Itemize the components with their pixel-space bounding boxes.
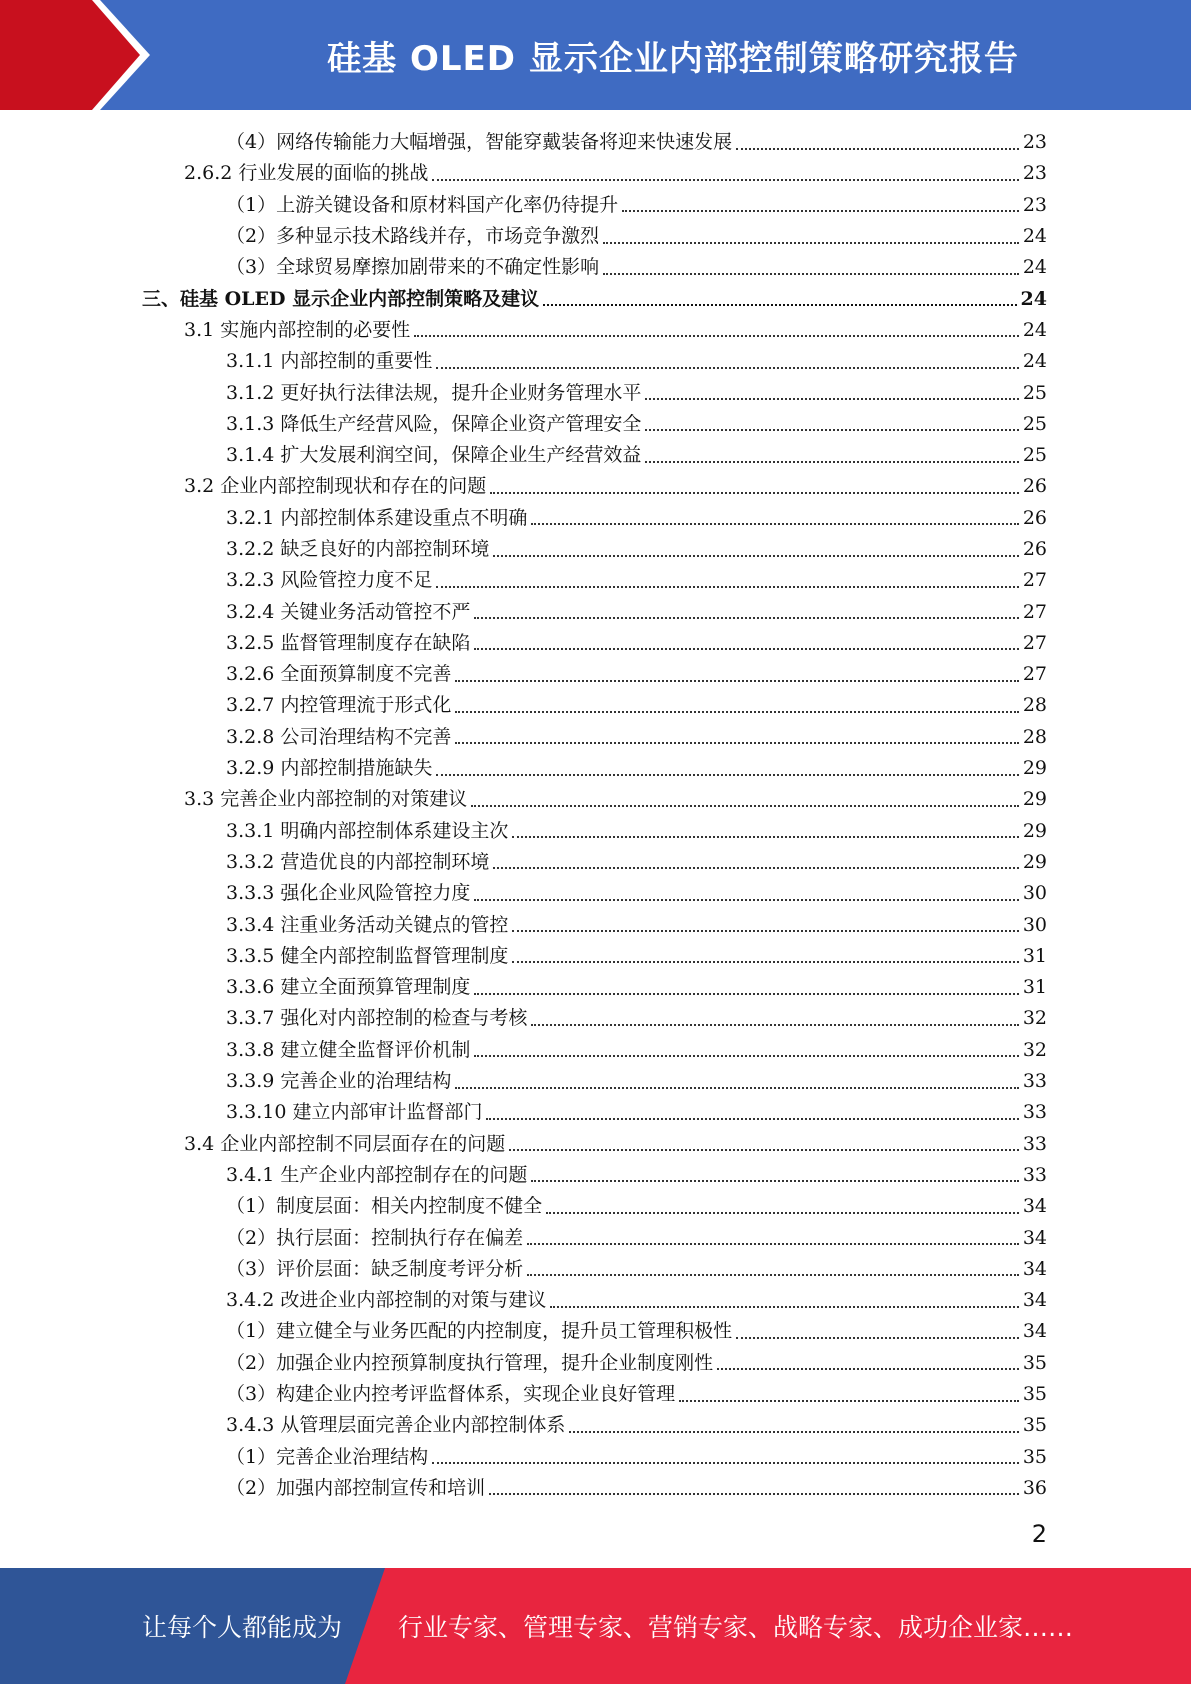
toc-entry[interactable] [0,158,1191,189]
toc-entry[interactable] [0,1379,1191,1410]
toc-entry[interactable] [0,1473,1191,1504]
toc-dot-leader [474,617,1018,619]
toc-entry-label: （2）执行层面：控制执行存在偏差 [226,1226,524,1249]
toc-entry-page: 32 [1022,1007,1047,1030]
toc-entry-label: （1）上游关键设备和原材料国产化率仍待提升 [226,193,619,216]
toc-entry-page: 23 [1022,162,1047,185]
toc-entry-label: 3.2 企业内部控制现状和存在的问题 [184,475,487,498]
toc-entry-label: 3.2.6 全面预算制度不完善 [226,663,452,686]
toc-dot-leader [543,304,1016,306]
toc-entry-page: 25 [1022,444,1047,467]
toc-entry-label: 2.6.2 行业发展的面临的挑战 [184,162,429,185]
toc-dot-leader [550,1306,1018,1308]
toc-entry-page: 35 [1022,1445,1047,1468]
toc-entry-label: 3.4.2 改进企业内部控制的对策与建议 [226,1289,547,1312]
toc-entry-page: 34 [1022,1195,1047,1218]
toc-entry[interactable] [0,628,1191,659]
toc-entry-label: （3）构建企业内控考评监督体系，实现企业良好管理 [226,1383,676,1406]
toc-entry-page: 35 [1022,1383,1047,1406]
toc-entry-page: 30 [1022,882,1047,905]
toc-dot-leader [736,1337,1019,1339]
toc-entry-page: 33 [1022,1163,1047,1186]
toc-entry-page: 35 [1022,1414,1047,1437]
toc-entry-label: 3.4.1 生产企业内部控制存在的问题 [226,1163,528,1186]
toc-entry-label: 3.2.3 风险管控力度不足 [226,569,433,592]
toc-dot-leader [531,1024,1018,1026]
toc-entry[interactable] [0,503,1191,534]
toc-entry-page: 24 [1022,256,1047,279]
toc-dot-leader [455,680,1018,682]
toc-entry-page: 29 [1022,850,1047,873]
header-red-chevron [0,0,150,110]
toc-entry-page: 23 [1022,193,1047,216]
toc-entry-page: 27 [1022,663,1047,686]
toc-entry[interactable] [0,909,1191,940]
toc-entry-page: 26 [1022,475,1047,498]
toc-dot-leader [622,210,1019,212]
toc-entry-page: 28 [1022,694,1047,717]
toc-dot-leader [490,492,1019,494]
toc-entry[interactable] [0,1348,1191,1379]
toc-entry[interactable] [0,315,1191,346]
toc-dot-leader [474,899,1018,901]
toc-entry-label: 3.3.6 建立全面预算管理制度 [226,976,471,999]
toc-entry[interactable] [0,190,1191,221]
toc-entry-page: 25 [1022,412,1047,435]
toc-entry-label: 3.2.5 监督管理制度存在缺陷 [226,631,471,654]
toc-dot-leader [603,273,1019,275]
toc-dot-leader [546,1212,1019,1214]
toc-entry[interactable] [0,1035,1191,1066]
toc-entry-label: 3.2.4 关键业务活动管控不严 [226,600,471,623]
toc-entry[interactable] [0,753,1191,784]
toc-entry[interactable] [0,690,1191,721]
toc-dot-leader [414,335,1019,337]
toc-entry[interactable] [0,659,1191,690]
toc-entry[interactable] [0,1160,1191,1191]
toc-entry-page: 25 [1022,381,1047,404]
toc-entry-page: 31 [1022,976,1047,999]
toc-dot-leader [474,1055,1018,1057]
toc-entry-label: 3.2.9 内部控制措施缺失 [226,757,433,780]
footer-slogan-right: 行业专家、管理专家、营销专家、战略专家、成功企业家…… [398,1613,1074,1642]
toc-entry[interactable] [0,722,1191,753]
toc-entry[interactable] [0,1316,1191,1347]
toc-entry-page: 29 [1022,819,1047,842]
toc-entry[interactable] [0,346,1191,377]
toc-dot-leader [531,1180,1018,1182]
toc-entry[interactable] [0,784,1191,815]
toc-entry[interactable] [0,972,1191,1003]
toc-entry[interactable] [0,1129,1191,1160]
toc-entry-page: 34 [1022,1320,1047,1343]
toc-entry[interactable] [0,221,1191,252]
toc-entry-label: 3.3.2 营造优良的内部控制环境 [226,850,490,873]
toc-entry[interactable] [0,471,1191,502]
toc-dot-leader [474,993,1018,995]
toc-entry-page: 26 [1022,506,1047,529]
toc-dot-leader [436,367,1018,369]
toc-entry-page: 35 [1022,1351,1047,1374]
toc-entry-page: 29 [1022,788,1047,811]
toc-entry-page: 27 [1022,569,1047,592]
toc-entry-label: 3.3 完善企业内部控制的对策建议 [184,788,468,811]
toc-entry-page: 36 [1022,1476,1047,1499]
toc-entry-label: 3.3.5 健全内部控制监督管理制度 [226,944,509,967]
toc-entry[interactable] [0,283,1191,314]
toc-entry-label: 3.3.7 强化对内部控制的检查与考核 [226,1007,528,1030]
toc-entry-page: 34 [1022,1226,1047,1249]
toc-dot-leader [569,1431,1018,1433]
toc-entry-page: 27 [1022,600,1047,623]
toc-dot-leader [527,1274,1019,1276]
toc-entry-page: 24 [1020,287,1047,310]
toc-entry[interactable] [0,440,1191,471]
toc-entry-page: 23 [1022,131,1047,154]
footer-banner [0,1568,1191,1684]
toc-entry[interactable] [0,1191,1191,1222]
toc-entry-label: （1）制度层面：相关内控制度不健全 [226,1195,543,1218]
toc-entry-label: 3.2.1 内部控制体系建设重点不明确 [226,506,528,529]
toc-dot-leader [736,148,1019,150]
toc-dot-leader [509,1149,1019,1151]
toc-dot-leader [493,555,1018,557]
toc-entry-label: 3.4.3 从管理层面完善企业内部控制体系 [226,1414,566,1437]
toc-entry-page: 30 [1022,913,1047,936]
toc-entry[interactable] [0,377,1191,408]
toc-entry-label: 3.3.8 建立健全监督评价机制 [226,1038,471,1061]
toc-dot-leader [493,867,1018,869]
toc-entry-label: 3.1.4 扩大发展利润空间，保障企业生产经营效益 [226,444,642,467]
table-of-contents [0,127,1191,1504]
footer-slogan-left: 让每个人都能成为 [142,1613,343,1642]
toc-entry[interactable] [0,1066,1191,1097]
toc-entry[interactable] [0,565,1191,596]
toc-entry-page: 34 [1022,1289,1047,1312]
toc-entry-label: 3.2.8 公司治理结构不完善 [226,725,452,748]
toc-dot-leader [603,242,1019,244]
toc-entry-label: （2）加强内部控制宣传和培训 [226,1476,486,1499]
toc-entry-page: 24 [1022,350,1047,373]
toc-entry-label: 3.3.9 完善企业的治理结构 [226,1070,452,1093]
toc-entry[interactable] [0,816,1191,847]
toc-entry[interactable] [0,534,1191,565]
toc-dot-leader [436,774,1018,776]
toc-entry-label: （2）加强企业内控预算制度执行管理，提升企业制度刚性 [226,1351,714,1374]
toc-dot-leader [436,586,1018,588]
toc-entry[interactable] [0,1222,1191,1253]
toc-entry-label: 3.2.2 缺乏良好的内部控制环境 [226,538,490,560]
toc-entry-label: （2）多种显示技术路线并存，市场竞争激烈 [226,225,600,248]
toc-entry-page: 34 [1022,1257,1047,1280]
toc-entry-label: 3.1.1 内部控制的重要性 [226,350,433,373]
toc-dot-leader [717,1368,1019,1370]
toc-entry-label: 3.1 实施内部控制的必要性 [184,318,411,341]
toc-entry-label: 3.2.7 内控管理流于形式化 [226,694,452,717]
toc-entry-label: （4）网络传输能力大幅增强，智能穿戴装备将迎来快速发展 [226,131,733,154]
toc-dot-leader [645,398,1018,400]
toc-entry-page: 26 [1022,538,1047,560]
toc-dot-leader [512,836,1018,838]
toc-entry[interactable] [0,1285,1191,1316]
toc-entry[interactable] [0,596,1191,627]
toc-entry-label: 3.3.1 明确内部控制体系建设主次 [226,819,509,842]
toc-dot-leader [486,1118,1018,1120]
toc-entry-page: 31 [1022,944,1047,967]
toc-entry-page: 29 [1022,757,1047,780]
toc-dot-leader [531,523,1018,525]
toc-entry-page: 24 [1022,318,1047,341]
toc-entry-label: （1）完善企业治理结构 [226,1445,429,1468]
toc-entry[interactable] [0,409,1191,440]
toc-entry[interactable] [0,847,1191,878]
toc-dot-leader [474,648,1018,650]
toc-entry[interactable] [0,1097,1191,1128]
toc-entry-label: 3.1.3 降低生产经营风险，保障企业资产管理安全 [226,412,642,435]
toc-dot-leader [432,179,1018,181]
toc-entry-label: 3.3.4 注重业务活动关键点的管控 [226,913,509,936]
toc-entry-label: （3）全球贸易摩擦加剧带来的不确定性影响 [226,256,600,279]
toc-dot-leader [432,1462,1019,1464]
toc-entry-page: 28 [1022,725,1047,748]
toc-entry-page: 33 [1022,1132,1047,1155]
toc-dot-leader [512,961,1018,963]
toc-entry-label: 3.4 企业内部控制不同层面存在的问题 [184,1132,506,1155]
toc-dot-leader [512,930,1018,932]
toc-dot-leader [679,1400,1019,1402]
toc-entry[interactable] [0,878,1191,909]
toc-entry[interactable] [0,127,1191,158]
toc-entry[interactable] [0,1441,1191,1472]
toc-entry-label: 三、硅基 OLED 显示企业内部控制策略及建议 [142,287,540,310]
toc-entry[interactable] [0,1003,1191,1034]
toc-dot-leader [489,1493,1019,1495]
toc-entry[interactable] [0,941,1191,972]
toc-dot-leader [645,461,1018,463]
toc-entry-label: （1）建立健全与业务匹配的内控制度，提升员工管理积极性 [226,1320,733,1343]
toc-entry-label: 3.3.10 建立内部审计监督部门 [226,1101,483,1124]
toc-dot-leader [471,805,1019,807]
page-number: 2 [1031,1520,1047,1548]
toc-entry-page: 32 [1022,1038,1047,1061]
toc-entry[interactable] [0,1410,1191,1441]
toc-entry[interactable] [0,252,1191,283]
toc-entry-page: 33 [1022,1070,1047,1093]
report-title: 硅基 OLED 显示企业内部控制策略研究报告 [327,38,1019,79]
toc-dot-leader [455,1087,1018,1089]
toc-entry-label: （3）评价层面：缺乏制度考评分析 [226,1257,524,1280]
toc-entry-page: 27 [1022,631,1047,654]
toc-dot-leader [455,711,1018,713]
toc-entry-label: 3.3.3 强化企业风险管控力度 [226,882,471,905]
toc-entry-label: 3.1.2 更好执行法律法规，提升企业财务管理水平 [226,381,642,404]
header-banner [0,0,1191,110]
toc-entry[interactable] [0,1254,1191,1285]
toc-dot-leader [527,1243,1019,1245]
toc-dot-leader [455,742,1018,744]
toc-entry-page: 33 [1022,1101,1047,1124]
toc-dot-leader [645,429,1018,431]
toc-entry-page: 24 [1022,225,1047,248]
